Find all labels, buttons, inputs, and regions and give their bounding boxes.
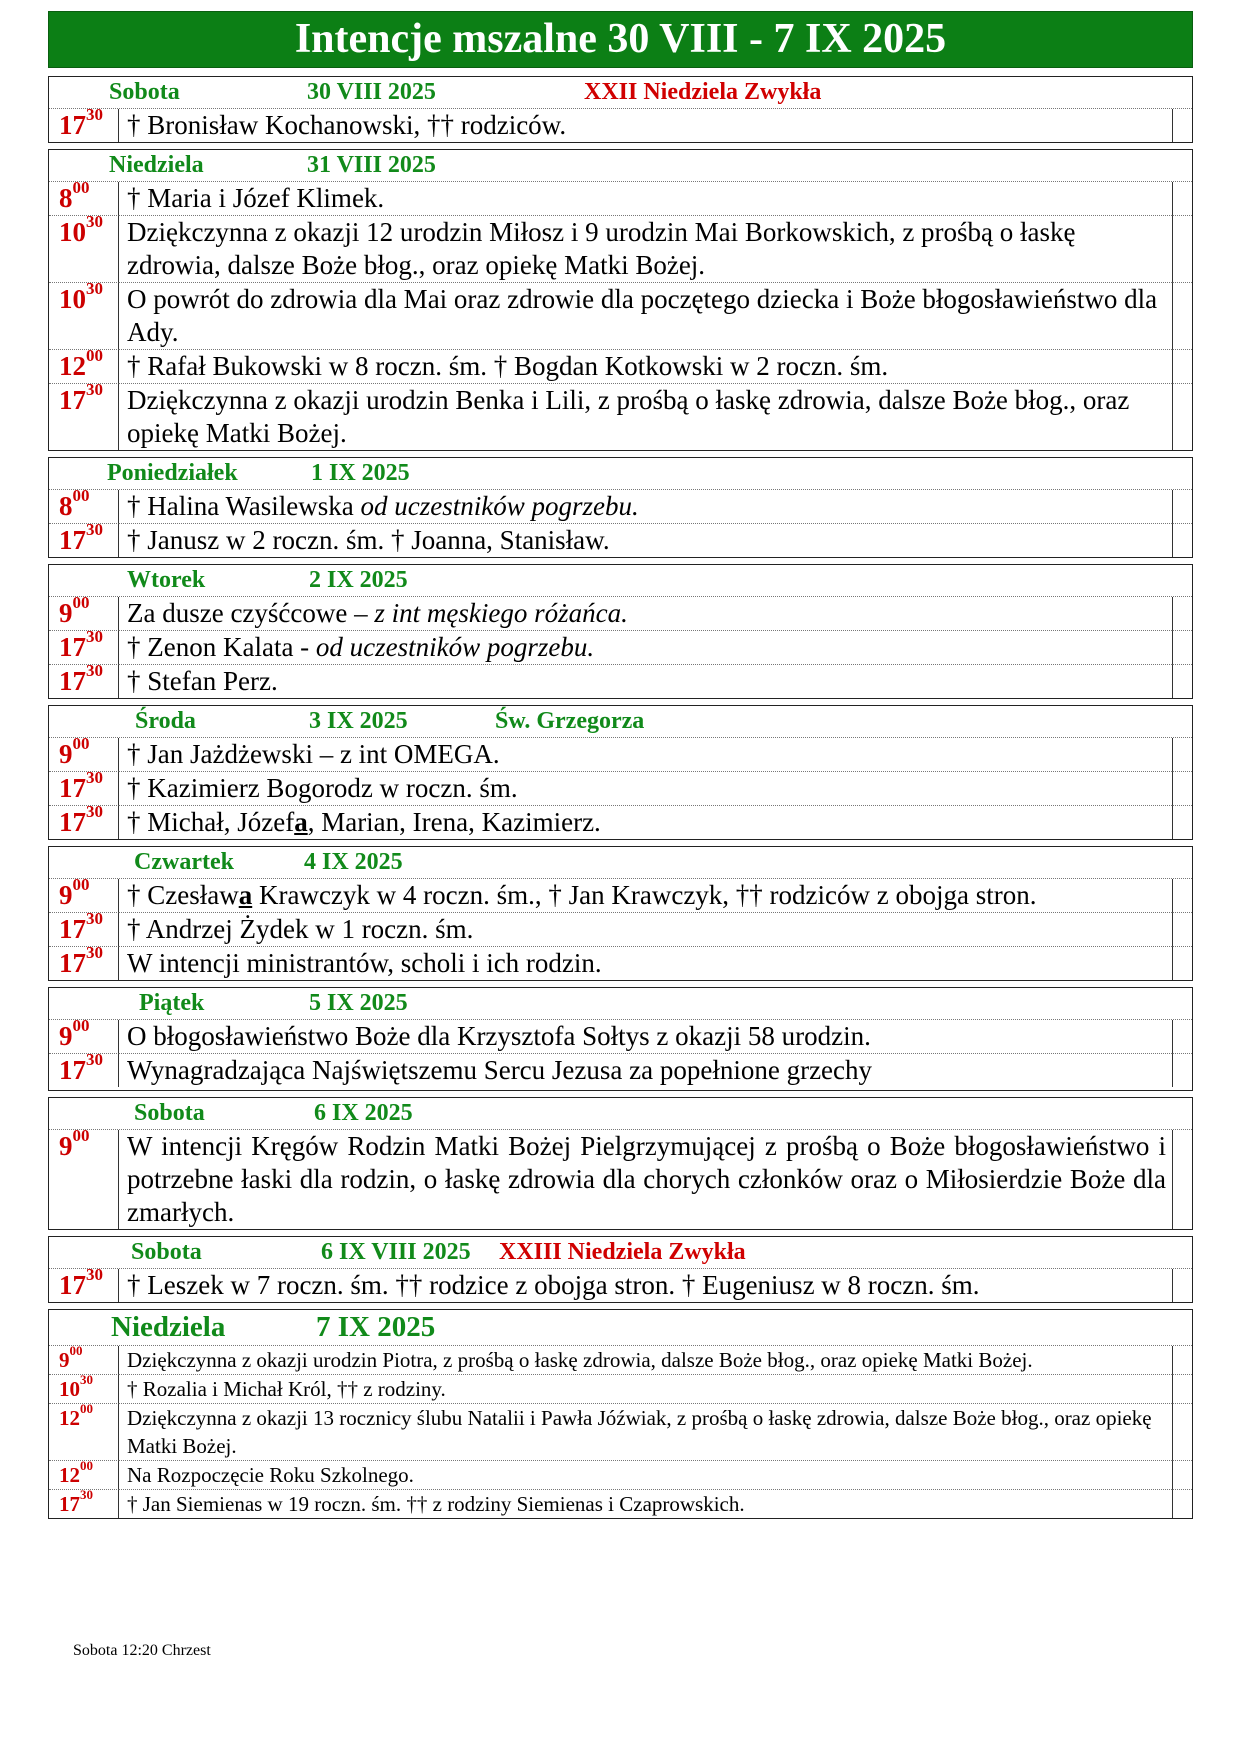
mass-time (49, 178, 119, 216)
row-end-cell (1172, 182, 1192, 216)
day-date: 4 IX 2025 (304, 849, 403, 875)
time-hour: 9 (59, 1348, 70, 1372)
row-end-cell (1172, 597, 1192, 631)
intention-note: od uczestników pogrzebu. (360, 491, 639, 521)
intention-text (119, 1054, 1172, 1087)
day-header (49, 565, 1192, 597)
mass-time (49, 593, 119, 631)
intention-part: a (294, 807, 308, 837)
row-end-cell (1172, 283, 1192, 350)
day-date: 2 IX 2025 (309, 567, 408, 593)
intention-part: Na Rozpoczęcie Roku Szkolnego. (127, 1463, 414, 1487)
time-hour: 9 (59, 880, 73, 910)
intention-text (119, 806, 1172, 839)
intention-part: Dziękczynna z okazji urodzin Benka i Lili, z prośbą o łaskę zdrowia, dalsze Boże błog., oraz opiekę Matki Bożej. (127, 385, 1130, 448)
time-minutes: 00 (86, 346, 103, 365)
time-hour: 17 (59, 1492, 80, 1516)
time-hour: 12 (59, 1406, 80, 1430)
day-name: Piątek (139, 990, 205, 1016)
day-header (49, 1098, 1192, 1130)
intention-text (119, 216, 1172, 283)
mass-time (49, 768, 119, 806)
day-date: 3 IX 2025 (309, 708, 408, 734)
intention-part: † Halina Wasilewska (127, 491, 361, 521)
day-name: Czwartek (134, 849, 234, 875)
row-end-cell (1172, 1130, 1192, 1229)
intention-part: O powrót do zdrowia dla Mai oraz zdrowie dla poczętego dziecka i Boże błogosławieństwo dla Ady. (127, 284, 1158, 347)
intention-part: † Jan Jażdżewski – z int OMEGA. (127, 739, 500, 769)
time-minutes: 00 (80, 1458, 93, 1473)
row-end-cell (1172, 738, 1192, 772)
time-hour: 17 (59, 773, 86, 803)
day-header (49, 458, 1192, 490)
intention-text (119, 1130, 1172, 1229)
row-end-cell (1172, 913, 1192, 947)
intention-part: † Jan Siemienas w 19 roczn. śm. †† z rodziny Siemienas i Czaprowskich. (127, 1492, 745, 1516)
intention-text (119, 597, 1172, 631)
intention-text (119, 283, 1172, 350)
mass-time (49, 1126, 119, 1229)
intention-note: z int męskiego różańca. (374, 598, 628, 628)
row-end-cell (1172, 216, 1192, 283)
intention-text (119, 1404, 1172, 1461)
day-block (48, 76, 1193, 143)
entries-grid (49, 1126, 1192, 1229)
row-end-cell (1172, 1054, 1192, 1087)
row-end-cell (1172, 631, 1192, 665)
feast-name: Św. Grzegorza (495, 708, 645, 734)
mass-time (49, 734, 119, 772)
day-date: 5 IX 2025 (309, 990, 408, 1016)
mass-time (49, 1401, 119, 1461)
time-minutes: 30 (86, 802, 103, 821)
mass-time (49, 943, 119, 980)
mass-time (49, 909, 119, 947)
mass-time (49, 1458, 119, 1490)
intention-text (119, 947, 1172, 980)
time-minutes: 30 (86, 279, 103, 298)
day-date: 6 IX 2025 (314, 1100, 413, 1126)
time-hour: 17 (59, 385, 86, 415)
row-end-cell (1172, 1404, 1192, 1461)
time-hour: 9 (59, 739, 73, 769)
time-hour: 17 (59, 807, 86, 837)
time-minutes: 00 (72, 178, 90, 197)
entries-grid (49, 734, 1192, 839)
day-date: 30 VIII 2025 (307, 79, 436, 105)
time-hour: 17 (59, 1055, 86, 1085)
row-end-cell (1172, 490, 1192, 524)
entries-grid (49, 593, 1192, 698)
day-date: 31 VIII 2025 (307, 152, 436, 178)
intention-part: † Michał, Józef (127, 807, 295, 837)
day-name: Sobota (134, 1100, 205, 1126)
mass-time (49, 1016, 119, 1054)
day-name: Niedziela (109, 152, 204, 178)
mass-time (49, 279, 119, 350)
time-minutes: 30 (86, 212, 103, 231)
time-hour: 10 (59, 284, 86, 314)
mass-time (49, 627, 119, 665)
intention-part: Dziękczynna z okazji 13 rocznicy ślubu Natalii i Pawła Jóźwiak, z prośbą o łaskę zdrowia, dalsze Boże błog., oraz opiekę Matki Bożej. (127, 1406, 1152, 1458)
intention-part: Dziękczynna z okazji 12 urodzin Miłosz i 9 urodzin Mai Borkowskich, z prośbą o łaskę zdrowia, dalsze Boże błog., oraz opiekę Matki Bożej. (127, 217, 1076, 280)
intention-part: † Leszek w 7 roczn. śm. †† rodzice z obojga stron. † Eugeniusz w 8 roczn. śm. (127, 1270, 980, 1300)
day-name: Niedziela (111, 1311, 226, 1343)
intention-text (119, 913, 1172, 947)
intention-text (119, 1461, 1172, 1490)
row-end-cell (1172, 350, 1192, 384)
intention-part: † Bronisław Kochanowski, †† rodziców. (127, 110, 567, 140)
mass-time (49, 1265, 119, 1302)
row-end-cell (1172, 109, 1192, 142)
intention-part: † Zenon Kalata - (127, 632, 316, 662)
time-hour: 17 (59, 914, 86, 944)
time-minutes: 30 (86, 105, 103, 124)
intention-text (119, 350, 1172, 384)
intention-part: Krawczyk w 4 roczn. śm., † Jan Krawczyk, †† rodziców z obojga stron. (252, 880, 1037, 910)
day-block (48, 1097, 1193, 1230)
intention-part: Wynagradzająca Najświętszemu Sercu Jezusa za popełnione grzechy (127, 1055, 873, 1085)
row-end-cell (1172, 1490, 1192, 1518)
day-name: Wtorek (127, 567, 206, 593)
day-block (48, 1236, 1193, 1303)
day-header (49, 77, 1192, 109)
row-end-cell (1172, 879, 1192, 913)
intention-text (119, 1346, 1172, 1375)
mass-time (49, 520, 119, 557)
day-block (48, 846, 1193, 981)
intention-part: W intencji ministrantów, scholi i ich rodzin. (127, 948, 602, 978)
intention-part: Dziękczynna z okazji urodzin Piotra, z prośbą o łaskę zdrowia, dalsze Boże błog., oraz opiekę Matki Bożej. (127, 1348, 1033, 1372)
day-name: Sobota (131, 1239, 202, 1265)
mass-time (49, 486, 119, 524)
time-minutes: 00 (72, 486, 90, 505)
intentions-page (48, 11, 1193, 1525)
intention-part: † Rafał Bukowski w 8 roczn. śm. † Bogdan Kotkowski w 2 roczn. śm. (127, 351, 889, 381)
entries-grid (49, 1343, 1192, 1518)
intention-part: Za dusze czyśćcowe – (127, 598, 375, 628)
day-header (49, 1310, 1192, 1346)
time-hour: 9 (59, 598, 73, 628)
time-minutes: 00 (72, 875, 90, 894)
intention-part: , Marian, Irena, Kazimierz. (307, 807, 601, 837)
intention-text (119, 1490, 1172, 1518)
intention-text (119, 384, 1172, 450)
day-block (48, 987, 1193, 1091)
row-end-cell (1172, 1375, 1192, 1404)
day-header (49, 847, 1192, 879)
day-name: Środa (135, 708, 196, 734)
mass-time (49, 802, 119, 839)
feast-name: XXII Niedziela Zwykła (584, 79, 822, 105)
time-minutes: 00 (72, 734, 90, 753)
time-minutes: 30 (80, 1487, 93, 1502)
intention-part: † Andrzej Żydek w 1 roczn. śm. (127, 914, 474, 944)
mass-time (49, 1050, 119, 1087)
row-end-cell (1172, 806, 1192, 839)
intention-text (119, 524, 1172, 557)
time-hour: 9 (59, 1021, 73, 1051)
intention-part: O błogosławieństwo Boże dla Krzysztofa Sołtys z okazji 58 urodzin. (127, 1021, 871, 1051)
day-block (48, 564, 1193, 699)
intention-text (119, 1375, 1172, 1404)
time-hour: 8 (59, 183, 73, 213)
intention-text (119, 631, 1172, 665)
intention-part: † Rozalia i Michał Król, †† z rodziny. (127, 1377, 446, 1401)
time-hour: 12 (59, 351, 86, 381)
day-date: 6 IX VIII 2025 (321, 1239, 471, 1265)
intention-text (119, 1269, 1172, 1302)
mass-time (49, 1487, 119, 1518)
day-block (48, 149, 1193, 451)
page-title: Intencje mszalne 30 VIII - 7 IX 2025 (48, 11, 1193, 68)
intention-text (119, 109, 1172, 142)
time-minutes: 00 (80, 1401, 93, 1416)
intention-part: † Maria i Józef Klimek. (127, 183, 385, 213)
intention-text (119, 490, 1172, 524)
time-hour: 17 (59, 110, 86, 140)
day-header (49, 1237, 1192, 1269)
mass-time (49, 380, 119, 450)
time-minutes: 00 (72, 593, 90, 612)
time-minutes: 30 (86, 520, 103, 539)
day-block (48, 457, 1193, 558)
day-block (48, 1309, 1193, 1519)
time-minutes: 30 (86, 768, 103, 787)
mass-time (49, 346, 119, 384)
day-list (48, 76, 1193, 1519)
time-minutes: 30 (86, 943, 103, 962)
intention-text (119, 182, 1172, 216)
day-block (48, 705, 1193, 840)
mass-time (49, 661, 119, 698)
entries-grid (49, 105, 1192, 142)
mass-time (49, 875, 119, 913)
row-end-cell (1172, 1269, 1192, 1302)
intention-part: † Kazimierz Bogorodz w roczn. śm. (127, 773, 518, 803)
time-minutes: 30 (86, 627, 103, 646)
time-hour: 9 (59, 1131, 73, 1161)
intention-part: a (238, 880, 253, 910)
time-minutes: 00 (69, 1343, 83, 1358)
time-minutes: 30 (86, 1050, 103, 1069)
entries-grid (49, 486, 1192, 557)
row-end-cell (1172, 772, 1192, 806)
mass-time (49, 1343, 119, 1375)
entries-grid (49, 1265, 1192, 1302)
intention-part: † Stefan Perz. (127, 666, 278, 696)
time-hour: 17 (59, 948, 86, 978)
day-header (49, 988, 1192, 1020)
day-name: Sobota (109, 79, 180, 105)
intention-text (119, 879, 1172, 913)
feast-name: XXIII Niedziela Zwykła (499, 1239, 746, 1265)
intention-part: † Czesław (127, 880, 239, 910)
time-hour: 10 (59, 217, 86, 247)
day-name: Poniedziałek (107, 460, 238, 486)
intention-part: † Janusz w 2 roczn. śm. † Joanna, Stanisław. (127, 525, 610, 555)
row-end-cell (1172, 524, 1192, 557)
time-hour: 17 (59, 1270, 86, 1300)
mass-time (49, 105, 119, 142)
time-hour: 17 (59, 632, 86, 662)
time-minutes: 00 (72, 1126, 90, 1145)
time-minutes: 30 (86, 909, 103, 928)
intention-text (119, 772, 1172, 806)
day-date: 1 IX 2025 (311, 460, 410, 486)
intention-part: W intencji Kręgów Rodzin Matki Bożej Pielgrzymującej z prośbą o Boże błogosławieństwo i potrzebne łaski dla rodzin, o łaskę zdrowia dla chorych członków oraz o Miłosierdzie Boże dla zmarłych. (127, 1131, 1166, 1227)
day-header (49, 706, 1192, 738)
intention-note: od uczestników pogrzebu. (315, 632, 595, 662)
footer-note: Sobota 12:20 Chrzest (73, 1642, 211, 1659)
time-minutes: 30 (86, 1265, 103, 1284)
time-minutes: 30 (86, 380, 103, 399)
time-hour: 17 (59, 666, 86, 696)
time-minutes: 30 (86, 661, 103, 680)
time-hour: 8 (59, 491, 73, 521)
row-end-cell (1172, 1020, 1192, 1054)
entries-grid (49, 1016, 1192, 1087)
time-minutes: 30 (80, 1372, 93, 1387)
row-end-cell (1172, 1461, 1192, 1490)
time-minutes: 00 (72, 1016, 90, 1035)
time-hour: 12 (59, 1463, 80, 1487)
row-end-cell (1172, 665, 1192, 698)
row-end-cell (1172, 947, 1192, 980)
intention-text (119, 1020, 1172, 1054)
day-header (49, 150, 1192, 182)
intention-text (119, 738, 1172, 772)
mass-time (49, 1372, 119, 1404)
intention-text (119, 665, 1172, 698)
time-hour: 17 (59, 525, 86, 555)
entries-grid (49, 875, 1192, 980)
row-end-cell (1172, 1346, 1192, 1375)
mass-time (49, 212, 119, 283)
day-date: 7 IX 2025 (316, 1311, 436, 1343)
time-hour: 10 (59, 1377, 80, 1401)
row-end-cell (1172, 384, 1192, 450)
entries-grid (49, 178, 1192, 450)
